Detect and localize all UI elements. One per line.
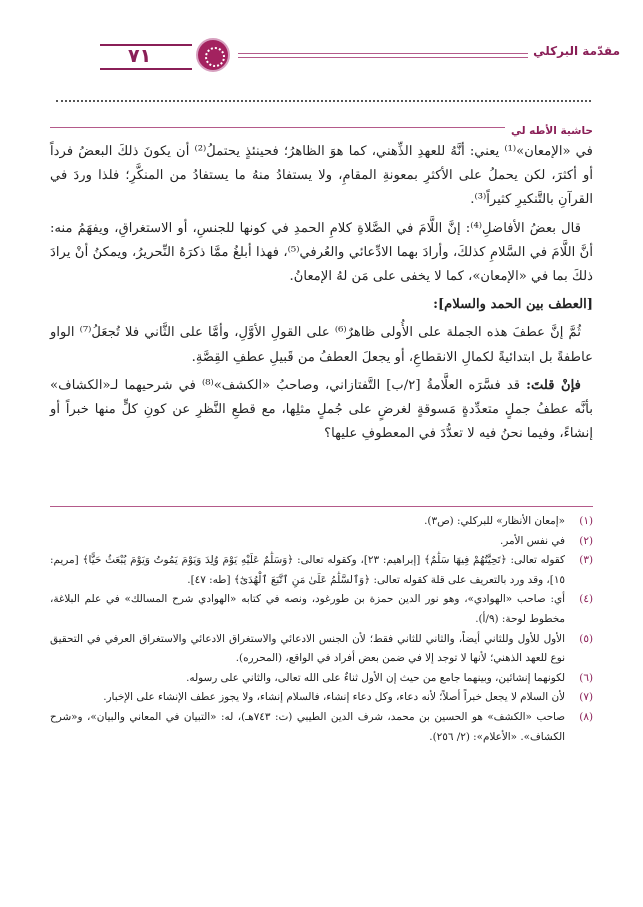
section-label: حاشية الأطه لي bbox=[505, 125, 593, 137]
page-number-bottom-bar bbox=[100, 68, 192, 70]
footnote-number: (٥) bbox=[579, 632, 593, 645]
section-heading bbox=[50, 119, 593, 138]
page-number-box bbox=[100, 44, 192, 66]
paragraph-4 bbox=[50, 374, 593, 447]
footnote-number: (٣) bbox=[579, 554, 593, 567]
paragraph-4-lead: فإنْ قلتَ: bbox=[526, 377, 581, 393]
paragraph-1: في «الإمعان»⁽¹⁾ يعني: أنَّهُ للعهدِ الذِّهني، كما هوَ الظاهرُ؛ فحينئذٍ يحتملُ⁽²⁾ أن يكونَ ذلكَ البعضُ فرداً أو أكثرَ، لكن يحملُ على الأكثرِ بمعونةِ المقامِ، ولا يستفادُ منهُ ما يستفادُ من المنكَّرِ؛ فلذا وردَ في القرآنِ بالتَّنكيرِ كثيراً⁽³⁾. bbox=[50, 144, 593, 208]
header-rule bbox=[238, 53, 528, 54]
rosette-ornament-icon bbox=[196, 38, 230, 72]
footnote-text: لكونهما إنشائين، وبينهما جامع من حيث إن الأول ثناءٌ على الله تعالى، والثاني على رسوله. bbox=[186, 671, 565, 684]
footnote-text: الأول للأول وللثاني أيضاً، والثاني للثاني فقط؛ لأن الجنس الادعائي والاستغراق الادعائي والاستغراق العرفي في التحقيق نوع للعهد الذهني؛ لأنها لا توجد إلا في ضمن بعض أفراد في الواقع، (المحرره). bbox=[50, 632, 565, 665]
footnote-text: لأن السلام لا يجعل خبراً أصلاً؛ لأنه دعاء، وكل دعاء إنشاء، فالسلام إنشاء، ولا يجوز عطف الإنشاء على الإخبار. bbox=[103, 691, 565, 704]
footnote-text: أي: صاحب «الهوادي»، وهو نور الدين حمزة بن طورغود، ونصه في كتابه «الهوادي شرح المسالك» في علم البلاغة، مخطوط لوحة: (٩/أ). bbox=[50, 593, 565, 625]
footnote-separator bbox=[50, 506, 593, 507]
footnotes bbox=[50, 512, 593, 747]
footnote-text: في نفس الأمر. bbox=[499, 534, 565, 547]
subheading: [العطف بين الحمد والسلام]: bbox=[433, 297, 593, 313]
footnote-number: (٧) bbox=[579, 691, 593, 704]
footnote-number: (٤) bbox=[579, 593, 593, 606]
dotted-separator bbox=[56, 100, 591, 102]
footnote bbox=[50, 669, 593, 689]
footnote bbox=[50, 688, 593, 708]
page-header bbox=[60, 38, 620, 74]
footnote bbox=[50, 708, 593, 747]
running-title: مقدّمة البركلي bbox=[533, 44, 620, 58]
footnote-number: (٨) bbox=[579, 710, 593, 723]
footnote bbox=[50, 590, 593, 629]
paragraph-4-text: قد فسَّرَه العلَّامةُ [٢/ب] التَّفتازاني، وصاحبُ «الكشف»⁽⁸⁾ في شرحيهما لـ«الكشاف» بأنَّه عطفُ جملٍ متعدِّدةٍ مَسوقةٍ لغرضٍ على جُملٍ مثلِها، مع قطعِ النَّظرِ عن كونِ كلٍّ منها خبراً أو إنشاءً، وفيما نحنُ فيه لا تعدُّدَ في المعطوفِ عليها؟ bbox=[50, 377, 593, 442]
paragraph-2: قال بعضُ الأفاضلِ⁽⁴⁾: إنَّ اللَّامَ في الصَّلاةِ كلامِ الحمدِ في كونها للجنسِ، أو الاستغراقِ، ويفهَمُ منه: أنَّ اللَّامَ في السَّلامِ كذلكَ، وأرادَ بهما الادِّعائي والعُرفي⁽⁵⁾، فهذا أبلغُ ممَّا ذكرَهُ النِّحريرُ، ويمكنُ أنْ يرادَ ذلكَ بما في «الإمعان»، كما لا يخفى على مَن لهُ الإمعانُ. bbox=[50, 220, 593, 285]
paragraph-3: ثُمَّ إنَّ عطفَ هذه الجملة على الأُولى ظاهرٌ⁽⁶⁾ على القولِ الأوَّلِ، وأمَّا على الثَّاني فلا تُجعَلُ⁽⁷⁾ الواو عاطفةً بل ابتدائيةً لكمالِ الانقطاعِ، أو يجعلَ العطفُ من قَبيلِ عطفِ القِصَّةِ. bbox=[50, 325, 593, 365]
footnote bbox=[50, 630, 593, 669]
main-text bbox=[50, 140, 593, 450]
footnote-number: (١) bbox=[579, 515, 593, 527]
footnote-number: (٢) bbox=[579, 534, 593, 547]
footnote-text: «إمعان الأنظار» للبركلي: (ص٣). bbox=[424, 515, 565, 527]
header-rule-secondary bbox=[238, 57, 528, 58]
footnote bbox=[50, 512, 593, 532]
footnote-text: صاحب «الكشف» هو الحسين بن محمد، شرف الدين الطيبي (ت: ٧٤٣هـ)، له: «التبيان في المعاني والبيان»، و«شرح الكشاف». «الأعلام»: (٢/ ٢٥٦). bbox=[50, 710, 565, 743]
footnote-number: (٦) bbox=[579, 671, 593, 684]
footnote bbox=[50, 532, 593, 552]
footnote-text: كقوله تعالى: ﴿تَحِيَّتُهُمْ فِيهَا سَلَٰمٌ﴾ [إبراهيم: ٢٣]، وكقوله تعالى: ﴿وَسَلَٰمٌ عَلَيْهِ يَوْمَ وُلِدَ وَيَوْمَ يَمُوتُ وَيَوْمَ يُبْعَثُ حَيًّا﴾ [مريم: ١٥]، وقد ورد بالتعريف على قلة كقوله تعالى: ﴿وَٱلسَّلَٰمُ عَلَىٰ مَنِ ٱتَّبَعَ ٱلْهُدَىٰٓ﴾ [طه: ٤٧]. bbox=[50, 554, 565, 586]
page-number: ٧١ bbox=[128, 45, 152, 67]
footnote bbox=[50, 551, 593, 590]
